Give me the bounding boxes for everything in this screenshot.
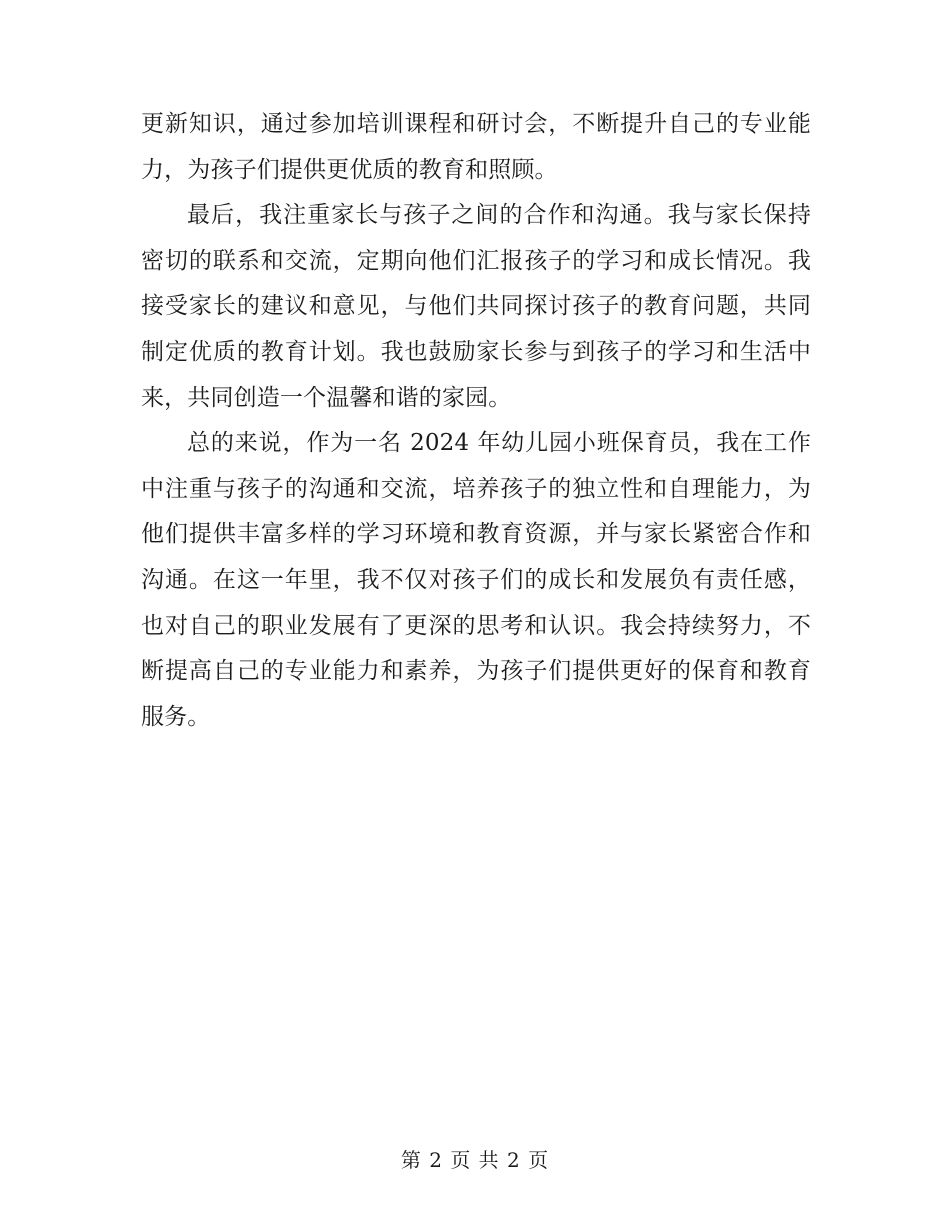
document-body	[141, 102, 811, 740]
paragraph-continuation: 更新知识，通过参加培训课程和研讨会，不断提升自己的专业能力，为孩子们提供更优质的教育和照顾。	[141, 111, 811, 183]
paragraph-parent-cooperation: 最后，我注重家长与孩子之间的合作和沟通。我与家长保持密切的联系和交流，定期向他们汇报孩子的学习和成长情况。我接受家长的建议和意见，与他们共同探讨孩子的教育问题，共同制定优质的教育计划。我也鼓励家长参与到孩子的学习和生活中来，共同创造一个温馨和谐的家园。	[141, 202, 811, 411]
paragraph-summary: 总的来说，作为一名 2024 年幼儿园小班保育员，我在工作中注重与孩子的沟通和交流，培养孩子的独立性和自理能力，为他们提供丰富多样的学习环境和教育资源，并与家长紧密合作和沟通。在这一年里，我不仅对孩子们的成长和发展负有责任感，也对自己的职业发展有了更深的思考和认识。我会持续努力，不断提高自己的专业能力和素养，为孩子们提供更好的保育和教育服务。	[141, 430, 811, 730]
page-number-footer: 第 2 页 共 2 页	[400, 1148, 550, 1172]
